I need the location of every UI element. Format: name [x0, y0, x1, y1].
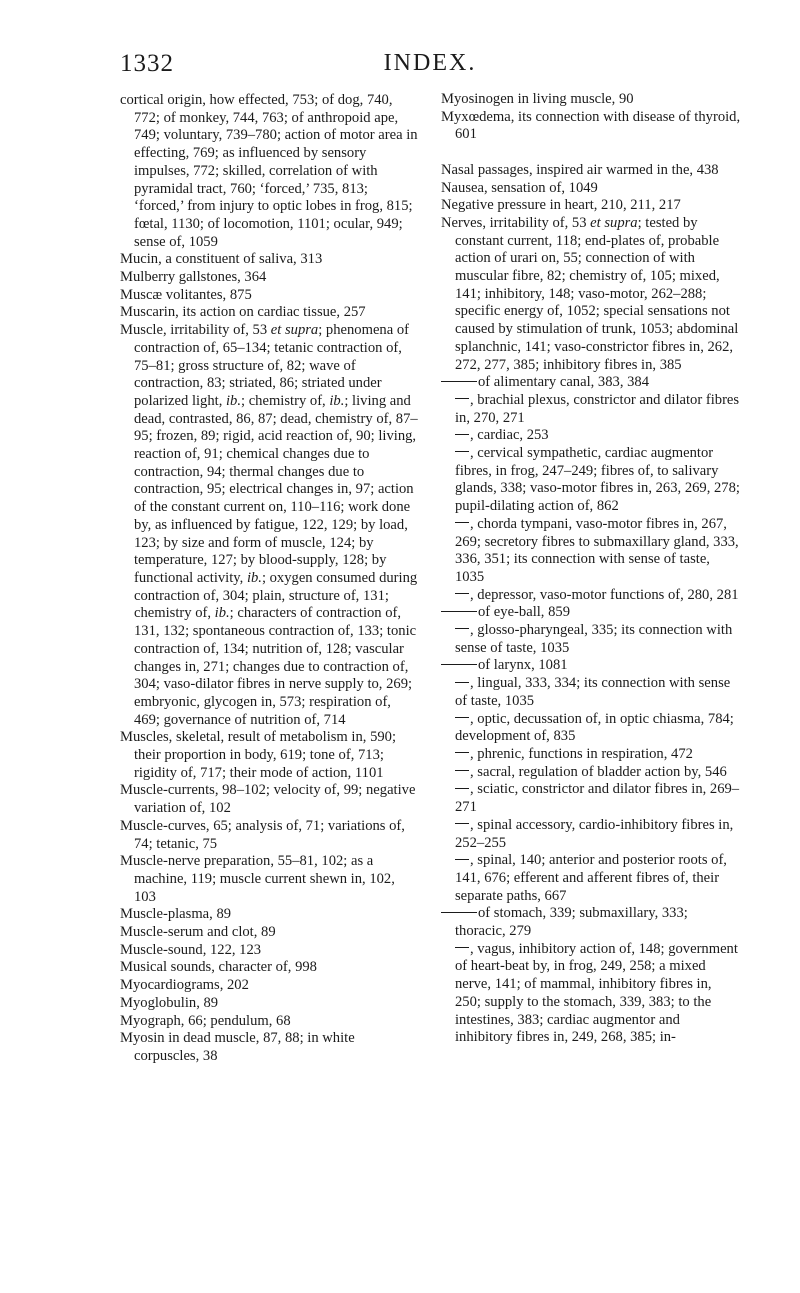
index-entry-text: Muscle, irritability of, 53 et supra; phenomena of contraction of, 65–134; tetanic contraction of, 75–81; gross structure of, 82; wave of contraction, 83; striated, 86; striated under polarized light, ib.; chemistry of, ib.; living and dead, contrasted, 86, 87; dead, chemistry of, 87–95; frozen, 89; rigid, acid reaction of, 90; living, reaction of, 91; chemical changes due to contraction, 94; thermal changes due to contraction, 95; electrical changes in, 97; action of the constant current on, 110–116; work done by, as influenced by fatigue, 122, 129; by load, 123; by size and form of muscle, 124; by temperature, 127; by blood-supply, 128; by functional activity, ib.; oxygen consumed during contraction of, 304; plain, structure of, 131; chemistry of, ib.; characters of contraction of, 131, 132; spontaneous contraction of, 133; tonic contraction of, 134; nutrition of, 128; vascular changes in, 271; changes due to contraction of, 304; vaso-dilator fibres in nerve supply to, 269; embryonic, glycogen in, 573; respiration of, 469; governance of nutrition of, 714 [120, 322, 418, 728]
index-entry [120, 959, 420, 977]
index-entry [441, 215, 741, 374]
index-entry [120, 942, 420, 960]
index-entry-text: , sciatic, constrictor and dilator fibres in, 269–271 [455, 781, 740, 816]
index-entry [120, 287, 420, 305]
index-subentry [441, 711, 741, 746]
index-entry-text: Muscæ volitantes, 875 [120, 286, 252, 303]
index-subentry [441, 675, 741, 710]
index-subentry [441, 427, 741, 445]
index-entry-text: of stomach, 339; submaxillary, 333; thoracic, 279 [455, 905, 688, 940]
index-entry [120, 251, 420, 269]
ditto-dash [455, 628, 469, 629]
index-entry-text: Mucin, a constituent of saliva, 313 [120, 251, 323, 268]
index-entry-text: , glosso-pharyngeal, 335; its connection with sense of taste, 1035 [455, 622, 733, 656]
ditto-dash [455, 788, 469, 789]
index-entry-text: , optic, decussation of, in optic chiasma, 784; development of, 835 [455, 710, 734, 745]
index-entry-text: , brachial plexus, constrictor and dilator fibres in, 270, 271 [455, 391, 740, 426]
index-subentry [441, 764, 741, 782]
index-entry-text: Nausea, sensation of, 1049 [441, 179, 598, 196]
index-entry-text: Myxœdema, its connection with disease of thyroid, 601 [441, 108, 741, 143]
ditto-dash [455, 593, 469, 594]
index-entry-text: of larynx, 1081 [478, 657, 568, 674]
ditto-dash [441, 381, 477, 382]
page-title: INDEX. [383, 50, 477, 76]
index-entry [120, 322, 420, 729]
ditto-dash [455, 434, 469, 435]
index-subentry [441, 374, 741, 392]
ditto-dash [455, 752, 469, 753]
ditto-dash [455, 770, 469, 771]
index-entry-text: , spinal, 140; anterior and posterior roots of, 141, 676; efferent and afferent fibres of, their separate paths, 667 [455, 852, 727, 904]
index-entry-text: , chorda tympani, vaso-motor fibres in, 267, 269; secretory fibres to submaxillary gland, 333, 336, 351; its connection with sense of taste, 1035 [455, 515, 739, 585]
index-entry [120, 1030, 420, 1065]
index-entry [120, 977, 420, 995]
ditto-dash [455, 823, 469, 824]
index-subentry [441, 905, 741, 940]
ditto-dash [455, 947, 469, 948]
index-entry-text: Muscle-currents, 98–102; velocity of, 99; negative variation of, 102 [120, 782, 416, 817]
index-entry-text: Myoglobulin, 89 [120, 994, 219, 1011]
index-entry-text: Musical sounds, character of, 998 [120, 959, 317, 976]
index-entry-text: Myosin in dead muscle, 87, 88; in white corpuscles, 38 [120, 1030, 355, 1064]
ditto-dash [455, 522, 469, 523]
index-entry [441, 91, 741, 109]
ditto-dash [441, 611, 477, 612]
ditto-dash [455, 717, 469, 718]
index-entry-text: , depressor, vaso-motor functions of, 280, 281 [470, 586, 739, 603]
index-entry-text: Muscle-sound, 122, 123 [120, 941, 262, 958]
index-subentry [441, 516, 741, 587]
index-entry [441, 180, 741, 198]
index-subentry [441, 817, 741, 852]
index-entry-text: Myocardiograms, 202 [120, 977, 249, 994]
index-entry [120, 995, 420, 1013]
index-entry [120, 92, 420, 251]
index-entry-text: Myograph, 66; pendulum, 68 [120, 1012, 291, 1029]
index-column-left [120, 92, 420, 1066]
index-subentry [441, 604, 741, 622]
index-entry-text: , sacral, regulation of bladder action by, 546 [470, 763, 727, 780]
ditto-dash [441, 912, 477, 913]
index-entry-text: Nerves, irritability of, 53 et supra; tested by constant current, 118; end-plates of, probable action of urari on, 55; connection of with muscular fibre, 82; chemistry of, 105; mixed, 141; inhibitory, 148; vaso-motor, 262–288; specific energy of, 1052; special sensations not caused by stimulation of trunk, 1053; abdominal splanchnic, 141; vaso-constrictor fibres in, 262, 272, 277, 385; inhibitory fibres in, 385 [441, 214, 739, 373]
index-entry [120, 729, 420, 782]
page-header [120, 50, 740, 80]
index-entry [120, 853, 420, 906]
index-entry-text: Nasal passages, inspired air warmed in the, 438 [441, 161, 719, 178]
index-entry [120, 924, 420, 942]
index-entry-text: , phrenic, functions in respiration, 472 [470, 746, 693, 762]
index-entry-text: Muscle-plasma, 89 [120, 906, 232, 923]
index-subentry [441, 445, 741, 516]
index-subentry [441, 941, 741, 1047]
index-subentry [441, 657, 741, 675]
index-entry [441, 197, 741, 215]
index-entry [120, 782, 420, 817]
index-entry-text: , lingual, 333, 334; its connection with sense of taste, 1035 [455, 675, 731, 709]
ditto-dash [455, 682, 469, 683]
index-subentry [441, 587, 741, 605]
ditto-dash [441, 664, 477, 665]
index-entry-text: , spinal accessory, cardio-inhibitory fibres in, 252–255 [455, 816, 734, 851]
index-entry [120, 906, 420, 924]
index-entry-text: , cardiac, 253 [470, 427, 549, 444]
index-entry-text: Negative pressure in heart, 210, 211, 217 [441, 197, 681, 214]
index-entry [441, 162, 741, 180]
index-entry [120, 818, 420, 853]
index-entry [120, 269, 420, 287]
ditto-dash [455, 398, 469, 399]
index-entry-text: , cervical sympathetic, cardiac augmentor fibres, in frog, 247–249; fibres of, to salivary glands, 338; vaso-motor fibres in, 263, 269, 278; pupil-dilating action of, 862 [455, 445, 740, 515]
index-entry [120, 304, 420, 322]
index-entry-text: Muscle-serum and clot, 89 [120, 924, 276, 941]
index-subentry [441, 746, 741, 764]
index-subentry [441, 392, 741, 427]
index-entry [120, 1013, 420, 1031]
index-subentry [441, 781, 741, 816]
index-entry-text: Mulberry gallstones, 364 [120, 269, 267, 286]
index-entry-text: of alimentary canal, 383, 384 [478, 374, 650, 391]
index-subentry [441, 622, 741, 657]
index-subentry [441, 852, 741, 905]
index-entry-text: Myosinogen in living muscle, 90 [441, 91, 634, 107]
index-column-right [441, 91, 741, 1047]
index-entry-text: Muscle-curves, 65; analysis of, 71; variations of, 74; tetanic, 75 [120, 817, 405, 852]
index-entry [441, 109, 741, 144]
index-entry-text: Muscle-nerve preparation, 55–81, 102; as a machine, 119; muscle current shewn in, 102, 103 [120, 853, 395, 905]
index-entry-text: of eye-ball, 859 [478, 604, 570, 621]
ditto-dash [455, 451, 469, 452]
ditto-dash [455, 859, 469, 860]
index-entry-text: , vagus, inhibitory action of, 148; government of heart-beat by, in frog, 249, 258; a mixed nerve, 141; of mammal, inhibitory fibres in, 250; supply to the stomach, 339, 383; to the intestines, 383; cardiac augmentor and inhibitory fibres in, 249, 268, 385; in- [455, 940, 738, 1046]
index-entry-text: cortical origin, how effected, 753; of dog, 740, 772; of monkey, 744, 763; of anthropoid ape, 749; voluntary, 739–780; action of motor area in effecting, 769; as influenced by sensory impulses, 772; skilled, correlation of with pyramidal tract, 760; ‘forced,’ 735, 813; ‘forced,’ from injury to optic lobes in frog, 815; fœtal, 1130; of locomotion, 1101; ocular, 949; sense of, 1059 [120, 92, 418, 250]
index-entry-text: Muscarin, its action on cardiac tissue, 257 [120, 304, 366, 321]
index-entry-text: Muscles, skeletal, result of metabolism in, 590; their proportion in body, 619; tone of, 713; rigidity of, 717; their mode of action, 1101 [120, 729, 397, 781]
page-number: 1332 [120, 50, 174, 77]
